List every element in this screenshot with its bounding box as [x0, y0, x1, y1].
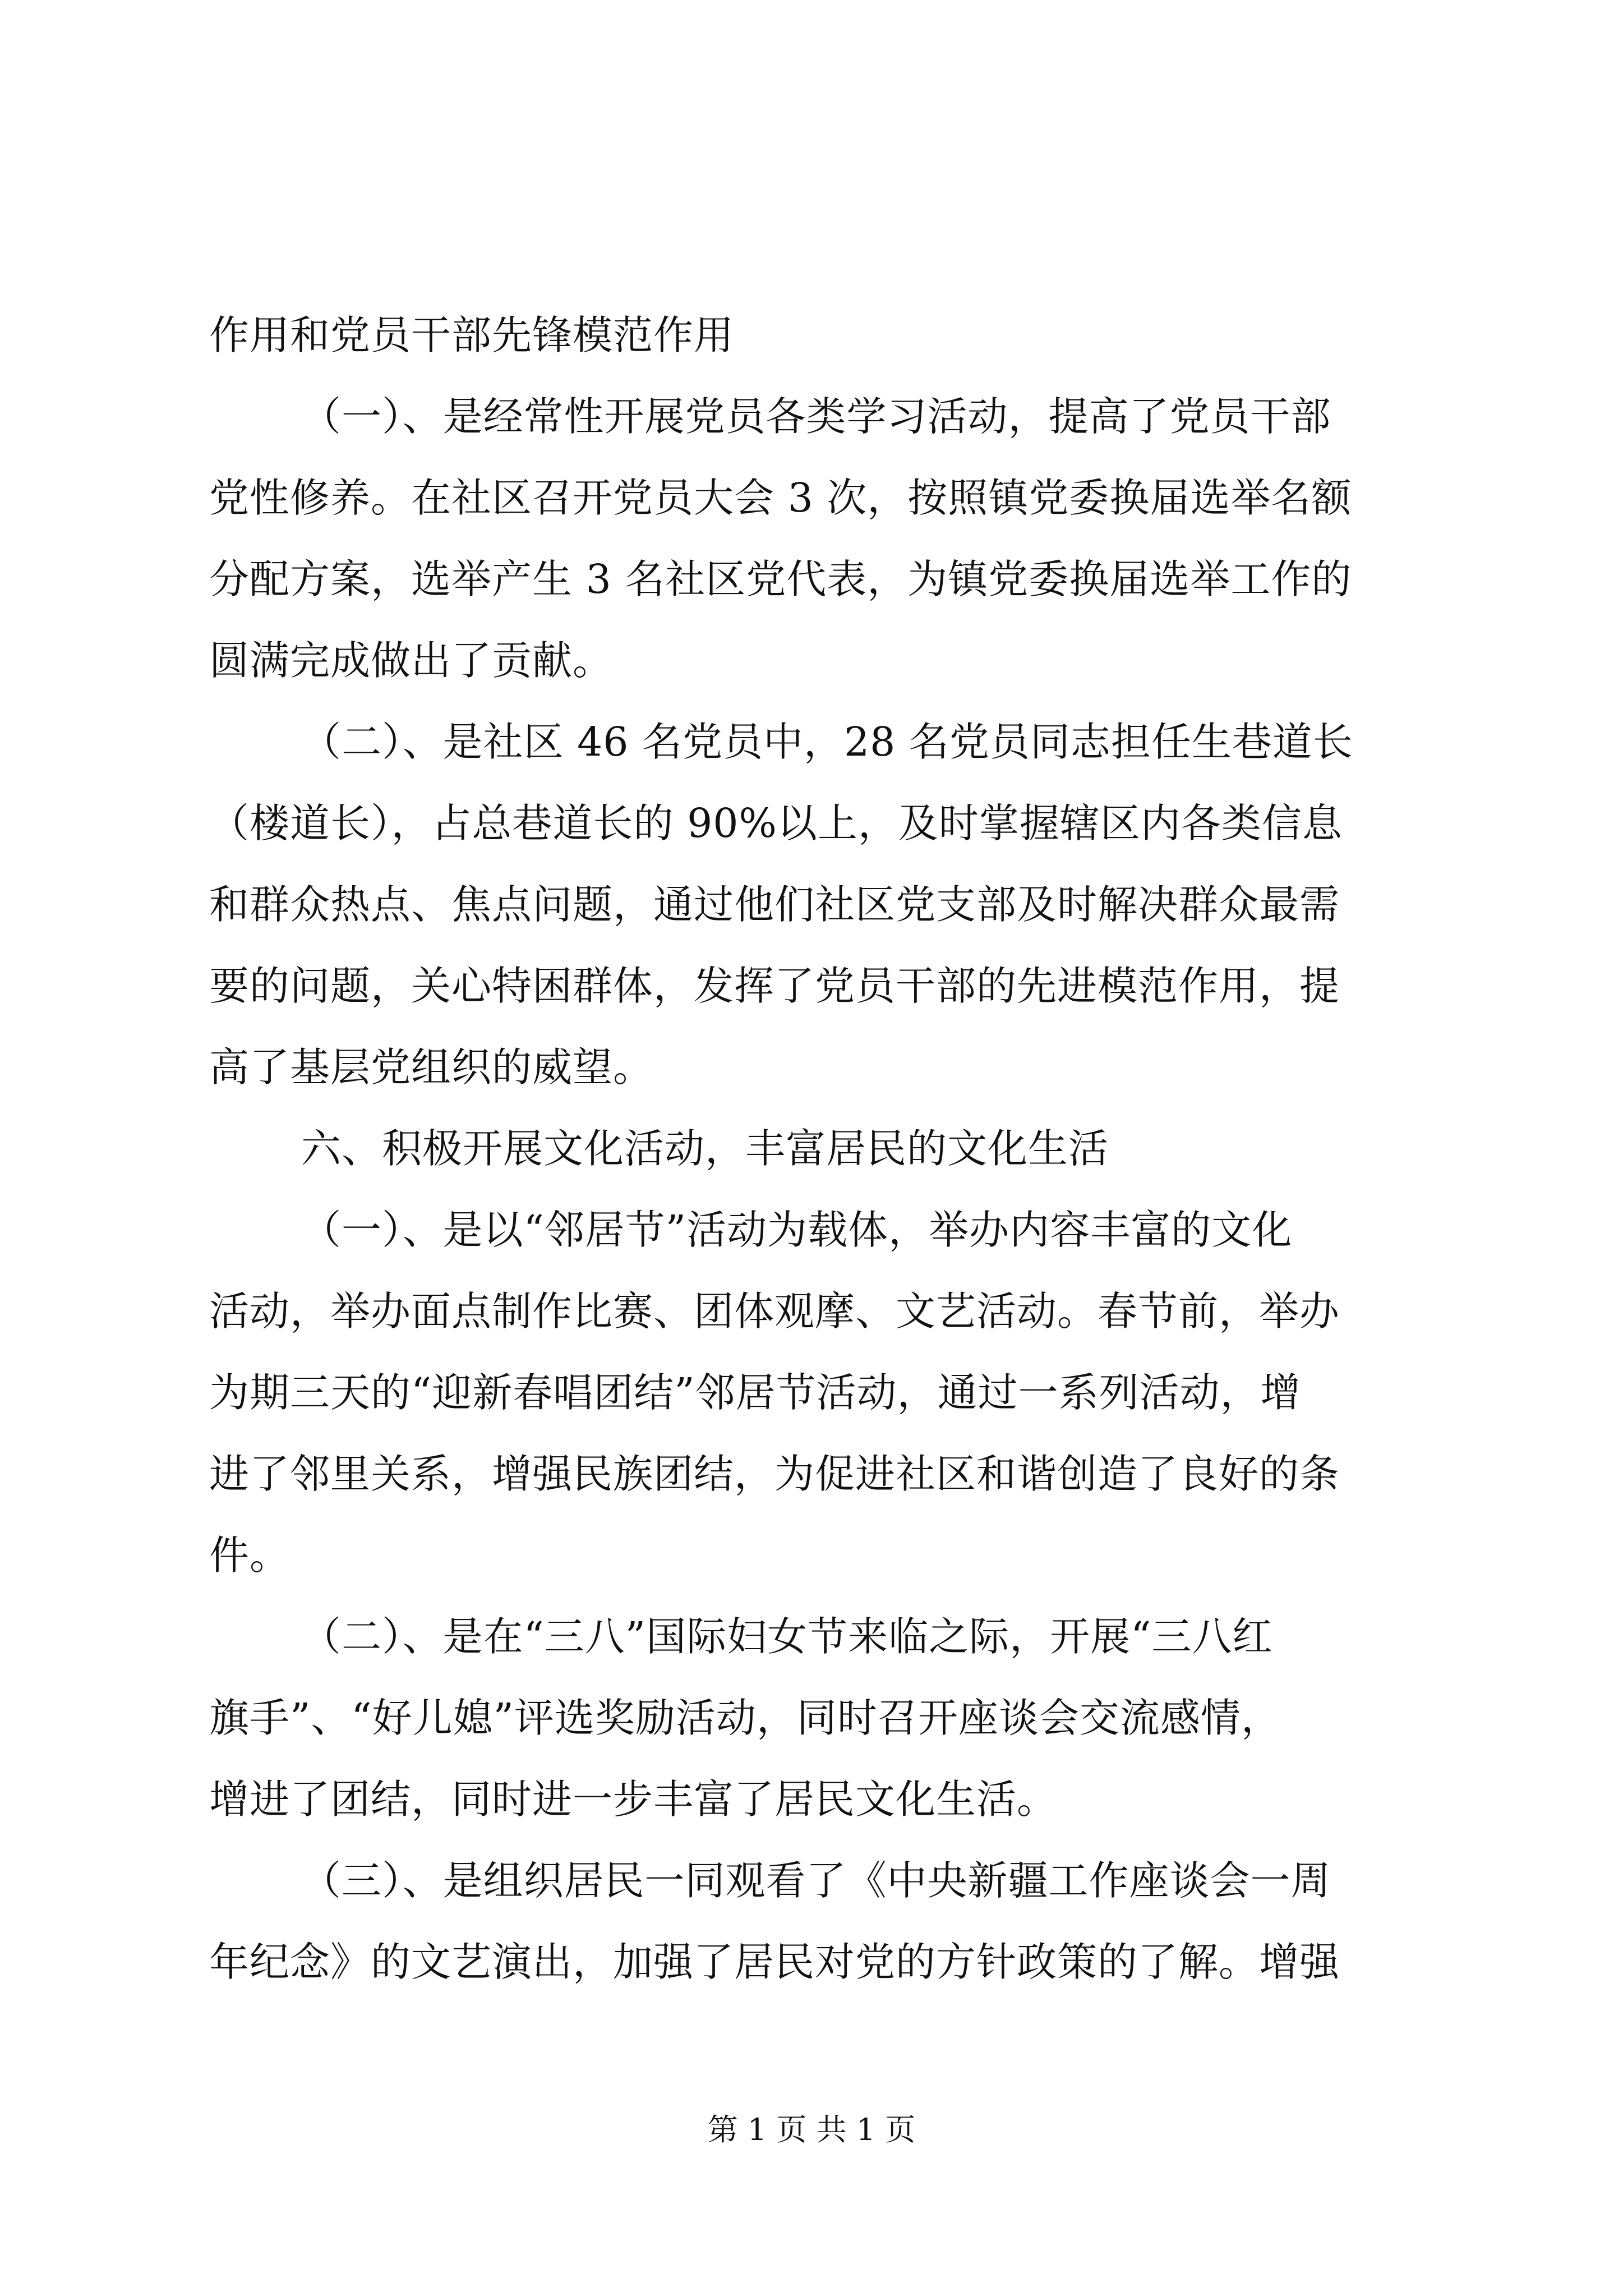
text-line: （二）、是在“三八”国际妇女节来临之际，开展“三八红: [301, 1613, 1273, 1660]
text-line: 活动，举办面点制作比赛、团体观摩、文艺活动。春节前，举办: [209, 1288, 1340, 1335]
text-line: 件。: [209, 1532, 291, 1579]
text-line: （二）、是社区 46 名党员中，28 名党员同志担任生巷道长: [301, 719, 1353, 765]
section-heading: 六、积极开展文化活动，丰富居民的文化生活: [301, 1125, 1109, 1172]
text-line: （三）、是组织居民一同观看了《中央新疆工作座谈会一周: [301, 1857, 1331, 1904]
text-line: 旗手”、“好儿媳”评选奖励活动，同时召开座谈会交流感情，: [209, 1695, 1281, 1741]
text-line: 和群众热点、焦点问题，通过他们社区党支部及时解决群众最需: [209, 881, 1340, 928]
text-line: 为期三天的“迎新春唱团结”邻居节活动，通过一系列活动，增: [209, 1369, 1301, 1416]
text-line: （楼道长），占总巷道长的 90%以上，及时掌握辖区内各类信息: [209, 800, 1343, 846]
text-line: 高了基层党组织的威望。: [209, 1044, 654, 1091]
text-line: （一）、是以“邻居节”活动为载体，举办内容丰富的文化: [301, 1207, 1293, 1253]
text-line: （一）、是经常性开展党员各类学习活动，提高了党员干部: [301, 393, 1331, 440]
text-line: 进了邻里关系，增强民族团结，为促进社区和谐创造了良好的条: [209, 1451, 1340, 1497]
text-line: 年纪念》的文艺演出，加强了居民对党的方针政策的了解。增强: [209, 1939, 1340, 1985]
text-line: 要的问题，关心特困群体，发挥了党员干部的先进模范作用，提: [209, 963, 1340, 1009]
text-line: 圆满完成做出了贡献。: [209, 637, 614, 684]
text-line: 增进了团结，同时进一步丰富了居民文化生活。: [209, 1776, 1058, 1823]
text-line: 作用和党员干部先锋模范作用: [209, 312, 735, 358]
text-line: 党性修养。在社区召开党员大会 3 次，按照镇党委换届选举名额: [209, 475, 1352, 521]
text-line: 分配方案，选举产生 3 名社区党代表，为镇党委换届选举工作的: [209, 556, 1352, 602]
page-footer: 第 1 页 共 1 页: [707, 2112, 916, 2147]
